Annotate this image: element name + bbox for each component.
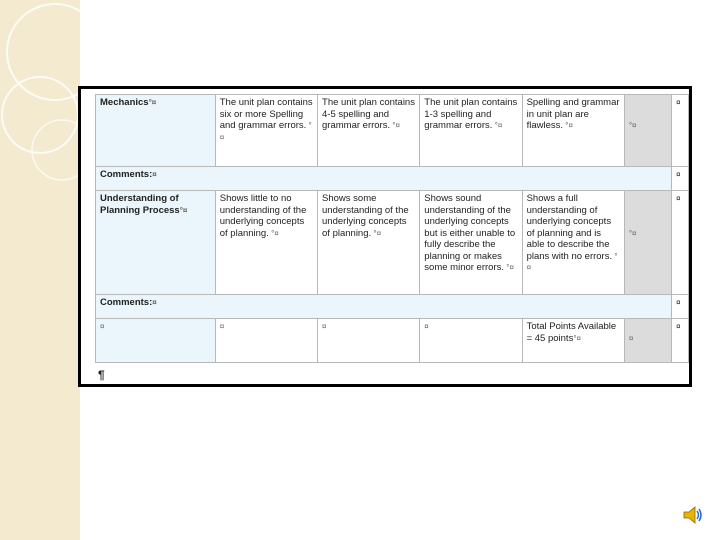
table-row (96, 295, 689, 319)
end-of-row-marker: ¤ (672, 319, 689, 363)
decorative-side-band (0, 0, 80, 540)
decorative-circles (0, 0, 80, 540)
table-row (96, 319, 689, 363)
end-of-row-marker: ¤ (672, 295, 689, 319)
table-row (96, 95, 689, 167)
table-row (96, 191, 689, 295)
table-row (96, 167, 689, 191)
points-cell: ¤ (624, 319, 671, 363)
criterion-cell: Understanding of Planning Process°¤ (96, 191, 216, 295)
level-cell: Shows a full understanding of underlying concepts of planning and is able to describe the plans with no errors. °¤ (522, 191, 624, 295)
level-cell: Shows sound understanding of the underlying concepts but is either unable to fully describe the planning or makes some minor errors. °¤ (420, 191, 522, 295)
end-of-row-marker: ¤ (672, 167, 689, 191)
level-cell: The unit plan contains six or more Spelling and grammar errors. °¤ (215, 95, 317, 167)
level-cell: The unit plan contains 1-3 spelling and grammar errors. °¤ (420, 95, 522, 167)
level-cell: The unit plan contains 4-5 spelling and grammar errors. °¤ (318, 95, 420, 167)
speaker-icon[interactable] (682, 504, 704, 531)
comments-label: Comments:¤ (96, 295, 672, 319)
end-of-row-marker: ¤ (672, 191, 689, 295)
document-screenshot (78, 86, 692, 387)
level-cell: Spelling and grammar in unit plan are flawless. °¤ (522, 95, 624, 167)
end-of-row-marker: ¤ (672, 95, 689, 167)
level-cell: ¤ (215, 319, 317, 363)
points-cell: °¤ (624, 95, 671, 167)
criterion-cell: ¤ (96, 319, 216, 363)
comments-label: Comments:¤ (96, 167, 672, 191)
criterion-cell: Mechanics°¤ (96, 95, 216, 167)
paragraph-mark: ¶ (98, 368, 105, 382)
total-points-cell: Total Points Available = 45 points°¤ (522, 319, 624, 363)
level-cell: ¤ (318, 319, 420, 363)
level-cell: Shows little to no understanding of the underlying concepts of planning. °¤ (215, 191, 317, 295)
points-cell: °¤ (624, 191, 671, 295)
level-cell: Shows some understanding of the underlying concepts of planning. °¤ (318, 191, 420, 295)
rubric-table (95, 94, 689, 363)
level-cell: ¤ (420, 319, 522, 363)
